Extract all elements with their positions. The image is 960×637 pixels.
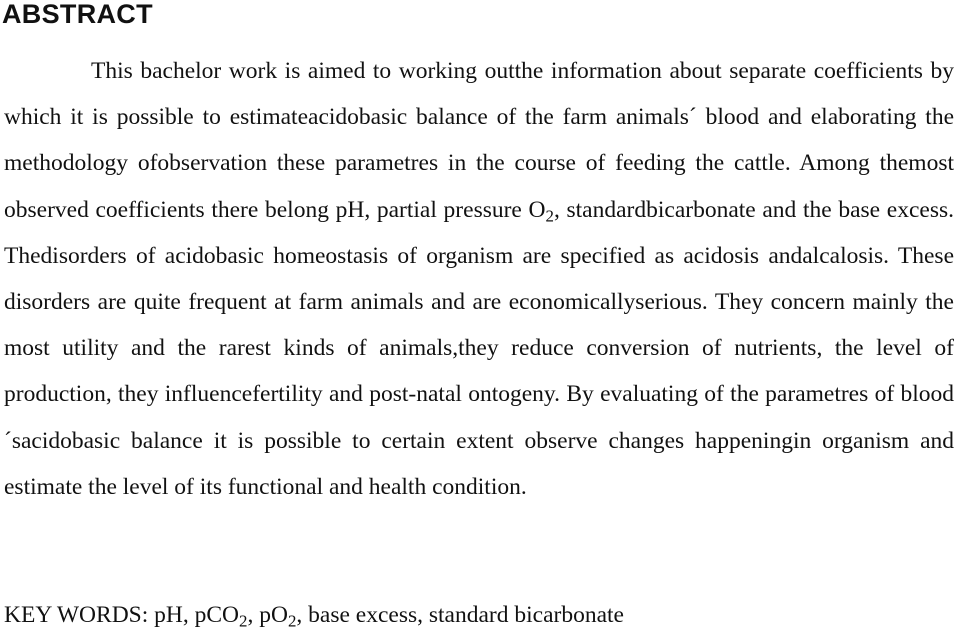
abstract-paragraph — [4, 48, 954, 510]
subscript-pco2: 2 — [239, 611, 248, 631]
subscript-po2: 2 — [287, 611, 297, 631]
keywords-text-part-1: KEY WORDS: pH, pCO — [4, 602, 240, 628]
abstract-heading: ABSTRACT — [2, 0, 153, 29]
subscript-oxygen-2: 2 — [545, 206, 554, 226]
keywords-line — [4, 600, 624, 630]
keywords-text-part-3: , base excess, standard bicarbonate — [296, 602, 624, 628]
abstract-text-part-2: , standardbicarbonate and the base excess. Thedisorders of acidobasic homeostasis of organism are specified as acidosis andalcalosis. These disorders are quite frequent at farm animals and are economicallyserious. They concern mainly the most utility and the rarest kinds of animals,they reduce conversion of nutrients, the level of production, they influencefertility and post-natal ontogeny. By evaluating of the parametres of blood´sacidobasic balance it is possible to certain extent observe changes happeningin organism and estimate the level of its functional and health condition. — [4, 196, 954, 500]
keywords-text-part-2: , pO — [247, 602, 288, 628]
abstract-text-part-1: This bachelor work is aimed to working outthe information about separate coefficients by which it is possible to estimateacidobasic balance of the farm animals´ blood and elaborating the methodology ofobservation these parametres in the course of feeding the cattle. Among themost observed coefficients there belong pH, partial pressure O — [4, 58, 954, 223]
